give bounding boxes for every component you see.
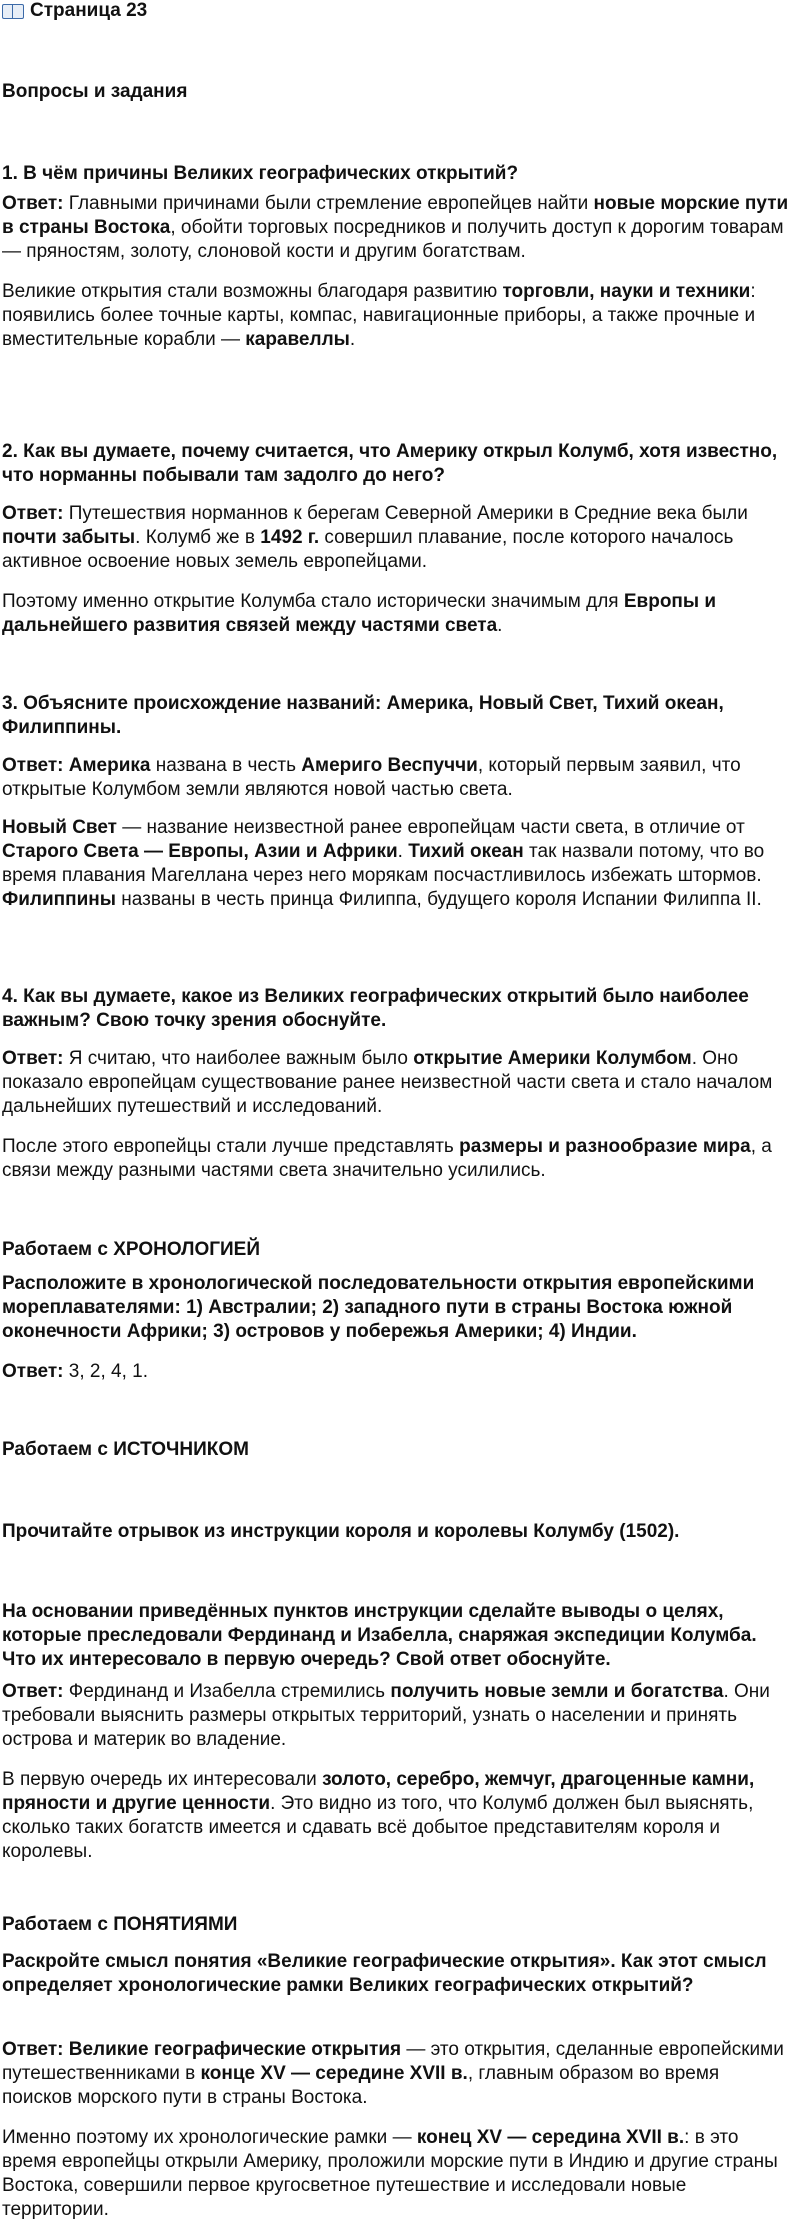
text-run: . xyxy=(497,615,503,636)
bold-text-run: конец XV — середина XVII в. xyxy=(416,2127,685,2148)
answer-4-paragraph-1 xyxy=(2,1047,792,1119)
text-run: . xyxy=(349,329,356,350)
text-run: Я считаю, что наиболее важным было xyxy=(63,1048,414,1069)
source-answer-paragraph-1 xyxy=(2,1680,792,1752)
text-run: , который первым заявил, что открытые Колумбом земли являются новой частью света. xyxy=(2,755,741,800)
text-run: совершил плавание, после которого началось активное освоение новых земель европейцами. xyxy=(2,527,734,572)
answer-3-paragraph-1 xyxy=(2,754,792,802)
bold-text-run: Новый Свет xyxy=(2,817,117,838)
answer-1-paragraph-1 xyxy=(2,192,792,264)
bold-text-run: открытие Америки Колумбом xyxy=(413,1048,692,1069)
bold-text-run: торговли, науки и техники xyxy=(502,281,751,302)
text-run: . Это видно из того, что Колумб должен был выяснять, сколько таких богатств имеется и сдавать всё добытое представителям короля и королевы. xyxy=(2,1793,754,1862)
bold-text-run: Старого Света — Европы, Азии и Африки xyxy=(2,841,398,862)
text-run: 3, 2, 4, 1. xyxy=(63,1361,148,1382)
section-title: Вопросы и задания xyxy=(2,81,188,102)
text-run: — название неизвестной ранее европейцам части света, в отличие от xyxy=(116,817,745,838)
bold-text-run: новые морские пути в страны Востока xyxy=(2,193,789,238)
source-task: На основании приведённых пунктов инструкции сделайте выводы о целях, которые преследовали Фердинанд и Изабелла, снаряжая экспедиции Колумба. Что их интересовало в первую очередь? Свой ответ обоснуйте. xyxy=(2,1601,757,1670)
bold-text-run: Америго Веспуччи xyxy=(301,755,478,776)
bold-text-run: Ответ: xyxy=(2,193,64,214)
text-run: — это открытия, сделанные европейскими путешественниками в xyxy=(2,2039,784,2084)
text-run: , а связи между разными частями света значительно усилились. xyxy=(2,1136,772,1181)
text-run: , обойти торговых посредников и получить доступ к дорогим товарам — пряностям, золоту, слоновой кости и другим богатствам. xyxy=(2,217,784,262)
concepts-answer-paragraph-1 xyxy=(2,2038,792,2110)
text-run: Фердинанд и Изабелла стремились xyxy=(63,1681,391,1702)
chronology-task: Расположите в хронологической последовательности открытия европейскими мореплавателями: 1) Австралии; 2) западного пути в страны Востока южной оконечности Африки; 3) островов у побережья Америки; 4) Индии. xyxy=(2,1273,755,1342)
source-title: Работаем с ИСТОЧНИКОМ xyxy=(2,1439,249,1460)
text-run: так назвали потому, что во время плавания Магеллана через него морякам посчастливилось избежать штормов. xyxy=(2,841,765,886)
source-answer-paragraph-2 xyxy=(2,1768,792,1864)
text-run: . Оно показало европейцам существование ранее неизвестной части света и стало началом дальнейших путешествий и исследований. xyxy=(2,1048,773,1117)
bold-text-run: Филиппины xyxy=(2,889,116,910)
bold-text-run: Ответ: xyxy=(2,1048,64,1069)
chronology-title: Работаем с ХРОНОЛОГИЕЙ xyxy=(2,1239,260,1260)
question-2: 2. Как вы думаете, почему считается, что Америку открыл Колумб, хотя известно, что норманны побывали там задолго до него? xyxy=(2,441,778,486)
concepts-task: Раскройте смысл понятия «Великие географические открытия». Как этот смысл определяет хронологические рамки Великих географических открытий? xyxy=(2,1951,767,1996)
text-run: : появились более точные карты, компас, навигационные приборы, а также прочные и вместительные корабли — xyxy=(2,281,756,350)
question-3: 3. Объясните происхождение названий: Америка, Новый Свет, Тихий океан, Филиппины. xyxy=(2,693,724,738)
answer-3-paragraph-2 xyxy=(2,816,792,912)
text-run: Путешествия норманнов к берегам Северной Америки в Средние века были xyxy=(63,503,748,524)
answer-1-paragraph-2 xyxy=(2,280,792,352)
text-run: В первую очередь их интересовали xyxy=(2,1769,323,1790)
bold-text-run: размеры и разнообразие мира xyxy=(459,1136,751,1157)
text-run: названы в честь принца Филиппа, будущего короля Испании Филиппа II. xyxy=(115,889,762,910)
bold-text-run: почти забыты xyxy=(2,527,136,548)
bold-text-run: золото, серебро, жемчуг, драгоценные камни, пряности и другие ценности xyxy=(2,1769,755,1814)
question-4: 4. Как вы думаете, какое из Великих географических открытий было наиболее важным? Свою точку зрения обоснуйте. xyxy=(2,986,749,1031)
page-number-title: Страница 23 xyxy=(30,0,148,21)
source-intro: Прочитайте отрывок из инструкции короля и королевы Колумбу (1502). xyxy=(2,1521,680,1542)
bold-text-run: Ответ: Америка xyxy=(2,755,151,776)
text-run: : в это время европейцы открыли Америку, проложили морские пути в Индию и другие страны Востока, совершили первое кругосветное путешествие и исследовали новые территории. xyxy=(2,2127,778,2220)
open-book-icon xyxy=(2,3,24,19)
chronology-answer xyxy=(2,1360,792,1384)
text-run: Поэтому именно открытие Колумба стало исторически значимым для xyxy=(2,591,624,612)
text-run: . xyxy=(397,841,409,862)
text-run: После этого европейцы стали лучше представлять xyxy=(2,1136,460,1157)
text-run: . Колумб же в xyxy=(135,527,261,548)
bold-text-run: каравеллы xyxy=(245,329,350,350)
text-run: названа в честь xyxy=(150,755,302,776)
bold-text-run: конце XV — середине XVII в. xyxy=(200,2063,468,2084)
text-run: Великие открытия стали возможны благодаря развитию xyxy=(2,281,503,302)
text-run: , главным образом во время поисков морского пути в страны Востока. xyxy=(2,2063,720,2108)
bold-text-run: Европы и дальнейшего развития связей между частями света xyxy=(2,591,717,636)
bold-text-run: Тихий океан xyxy=(408,841,524,862)
bold-text-run: получить новые земли и богатства xyxy=(390,1681,724,1702)
text-run: Главными причинами были стремление европейцев найти xyxy=(63,193,594,214)
text-run: . Они требовали выяснить размеры открытых территорий, узнать о населении и принять острова и материк во владение. xyxy=(2,1681,770,1750)
concepts-title: Работаем с ПОНЯТИЯМИ xyxy=(2,1914,238,1935)
answer-2-paragraph-2 xyxy=(2,590,792,638)
bold-text-run: Ответ: xyxy=(2,1681,64,1702)
bold-text-run: Ответ: xyxy=(2,1361,64,1382)
question-1: 1. В чём причины Великих географических открытий? xyxy=(2,163,519,184)
bold-text-run: Ответ: Великие географические открытия xyxy=(2,2039,402,2060)
answer-2-paragraph-1 xyxy=(2,502,792,574)
text-run: Именно поэтому их хронологические рамки — xyxy=(2,2127,417,2148)
bold-text-run: 1492 г. xyxy=(260,527,320,548)
concepts-answer-paragraph-2 xyxy=(2,2126,792,2222)
answer-4-paragraph-2 xyxy=(2,1135,792,1183)
bold-text-run: Ответ: xyxy=(2,503,64,524)
page-header xyxy=(2,0,147,23)
